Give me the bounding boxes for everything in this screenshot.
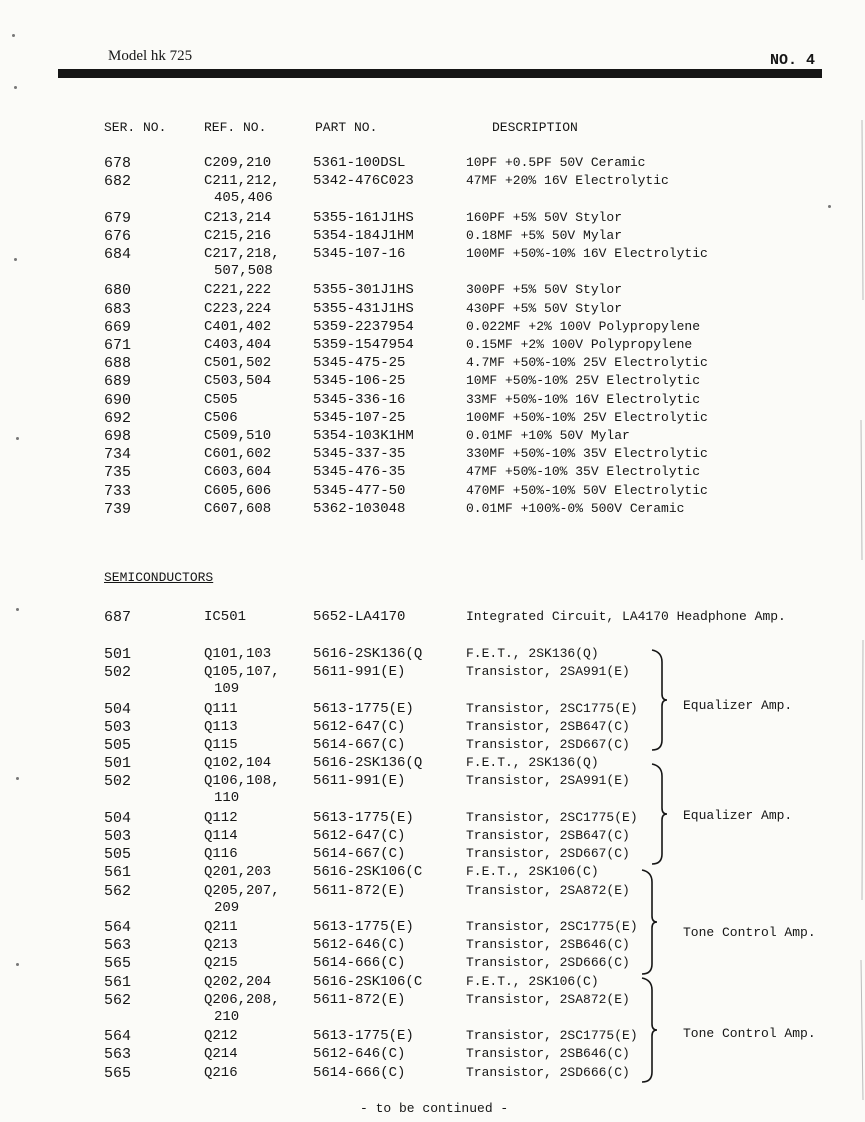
ser-no: 733 [104,482,132,500]
ref-no: C605,606 [204,482,272,499]
scan-speck [12,34,15,37]
ser-no: 678 [104,155,132,172]
part-no: 5355-431J1HS [313,300,414,317]
description: Transistor, 2SA872(E) [466,882,630,898]
group-label: Equalizer Amp. [683,698,793,713]
ref-no: C213,214 [204,209,272,226]
description: 0.15MF +2% 100V Polypropylene [466,337,693,352]
ref-no: C217,218, [204,246,280,262]
part-no: 5652-LA4170 [313,609,406,625]
description: Transistor, 2SC1775(E) [466,809,638,825]
part-no: 5614-666(C) [313,1064,406,1081]
ref-no-continued: 110 [214,790,240,807]
ref-no: IC501 [204,609,247,625]
part-no: 5611-872(E) [313,882,406,899]
description: 0.18MF +5% 50V Mylar [466,227,623,243]
column-header-part: PART NO. [315,120,378,135]
ref-no: Q112 [204,809,238,826]
part-no: 5612-647(C) [313,828,406,844]
part-no: 5616-2SK136(Q [313,646,423,662]
ref-no: Q206,208, [204,991,280,1008]
group-brace [640,976,658,1084]
ser-no: 502 [104,664,132,682]
description: 0.022MF +2% 100V Polypropylene [466,318,701,334]
ref-no: C215,216 [204,227,272,244]
part-no: 5613-1775(E) [313,919,414,935]
description: Transistor, 2SB646(C) [466,1046,630,1062]
ser-no: 563 [104,937,132,955]
scan-speck [16,777,19,780]
description: 100MF +50%-10% 25V Electrolytic [466,409,708,425]
scan-speck [14,86,17,89]
part-no: 5361-100DSL [313,155,406,171]
ref-no: C403,404 [204,337,272,353]
part-no: 5345-477-50 [313,482,406,499]
description: 330MF +50%-10% 35V Electrolytic [466,446,708,462]
semiconductors-heading: SEMICONDUCTORS [104,570,214,585]
scan-speck [14,258,17,261]
description: 430PF +5% 50V Stylor [466,300,623,316]
description: 47MF +50%-10% 35V Electrolytic [466,464,701,480]
scan-speck [16,608,19,611]
part-no: 5616-2SK106(C [313,864,423,881]
ser-no: 562 [104,991,132,1009]
description: Transistor, 2SC1775(E) [466,1028,638,1044]
part-no: 5355-161J1HS [313,209,414,226]
part-no: 5359-2237954 [313,318,414,335]
description: F.E.T., 2SK136(Q) [466,646,599,661]
description: Transistor, 2SA991(E) [466,773,630,789]
description: 10PF +0.5PF 50V Ceramic [466,155,646,170]
description: 10MF +50%-10% 25V Electrolytic [466,373,701,389]
group-label: Equalizer Amp. [683,808,793,823]
group-brace [640,868,658,976]
ser-no: 502 [104,773,132,791]
ser-no: 564 [104,1028,132,1046]
ser-no: 565 [104,955,132,973]
ref-no: C603,604 [204,464,272,481]
part-no: 5362-103048 [313,500,406,517]
ser-no: 503 [104,828,132,845]
ref-no: C505 [204,391,238,408]
ref-no: Q111 [204,700,238,717]
scan-speck [16,437,19,440]
ref-no: Q215 [204,955,238,972]
header-rule [58,69,822,78]
ref-no: Q205,207, [204,882,280,899]
part-no: 5616-2SK136(Q [313,755,423,772]
description: 47MF +20% 16V Electrolytic [466,173,669,189]
description: Transistor, 2SB647(C) [466,828,630,843]
ser-no: 687 [104,609,132,626]
scan-edge-shadow [859,0,865,1122]
part-no: 5345-106-25 [313,373,406,390]
part-no: 5614-666(C) [313,955,406,972]
ref-no: C211,212, [204,173,280,190]
part-no: 5614-667(C) [313,846,406,863]
part-no: 5613-1775(E) [313,809,414,826]
ref-no: C501,502 [204,355,272,372]
scan-speck [828,205,831,208]
ref-no: Q115 [204,737,238,753]
ser-no: 679 [104,209,132,227]
scan-speck [16,963,19,966]
ref-no: C503,504 [204,373,272,390]
ref-no-continued: 405,406 [214,190,273,207]
part-no: 5614-667(C) [313,737,406,753]
ser-no: 671 [104,337,132,354]
description: Transistor, 2SD666(C) [466,955,630,971]
ref-no: Q211 [204,919,238,935]
description: Transistor, 2SB647(C) [466,718,630,734]
column-header-ref: REF. NO. [204,120,267,135]
description: F.E.T., 2SK136(Q) [466,755,599,771]
ref-no: C223,224 [204,300,272,317]
ref-no: Q106,108, [204,773,280,790]
description: Transistor, 2SA872(E) [466,991,630,1007]
ref-no-continued: 209 [214,899,240,916]
ser-no: 698 [104,428,132,445]
ref-no-continued: 210 [214,1008,240,1025]
ser-no: 682 [104,173,132,191]
ref-no: Q201,203 [204,864,272,881]
group-label: Tone Control Amp. [683,1026,816,1041]
ref-no-continued: 507,508 [214,263,273,279]
ser-no: 505 [104,737,132,754]
part-no: 5345-107-16 [313,246,406,262]
ser-no: 501 [104,755,132,773]
part-no: 5354-103K1HM [313,428,414,444]
group-brace [650,648,668,752]
part-no: 5342-476C023 [313,173,414,190]
ser-no: 565 [104,1064,132,1082]
description: F.E.T., 2SK106(C) [466,973,599,989]
part-no: 5611-872(E) [313,991,406,1008]
ser-no: 683 [104,300,132,318]
ser-no: 684 [104,246,132,263]
ser-no: 680 [104,282,132,300]
ser-no: 501 [104,646,132,663]
part-no: 5613-1775(E) [313,1028,414,1045]
ref-no: Q102,104 [204,755,272,772]
description: Transistor, 2SD667(C) [466,737,630,752]
description: 33MF +50%-10% 16V Electrolytic [466,391,701,407]
description: 0.01MF +100%-0% 500V Ceramic [466,500,685,516]
ref-no: Q216 [204,1064,238,1081]
ref-no: C221,222 [204,282,272,299]
description: Transistor, 2SC1775(E) [466,919,638,934]
ref-no-continued: 109 [214,681,240,698]
description: F.E.T., 2SK106(C) [466,864,599,880]
ref-no: Q116 [204,846,238,863]
page-number: NO. 4 [769,52,815,69]
ref-no: Q105,107, [204,664,280,681]
description: Transistor, 2SC1775(E) [466,700,638,716]
ref-no: C601,602 [204,446,272,463]
ser-no: 735 [104,464,132,482]
part-no: 5345-475-25 [313,355,406,372]
ser-no: 669 [104,318,132,336]
ser-no: 564 [104,919,132,936]
part-no: 5355-301J1HS [313,282,414,299]
group-label: Tone Control Amp. [683,925,816,940]
ref-no: Q113 [204,718,238,735]
ref-no: Q212 [204,1028,238,1045]
ref-no: Q213 [204,937,238,954]
ser-no: 692 [104,409,132,427]
ser-no: 676 [104,227,132,245]
ser-no: 561 [104,973,132,991]
part-no: 5611-991(E) [313,664,406,681]
ser-no: 689 [104,373,132,391]
ser-no: 561 [104,864,132,882]
part-no: 5616-2SK106(C [313,973,423,990]
description: Transistor, 2SB646(C) [466,937,630,953]
ref-no: Q114 [204,828,238,844]
description: Transistor, 2SD666(C) [466,1064,630,1080]
description: Transistor, 2SA991(E) [466,664,630,680]
description: Transistor, 2SD667(C) [466,846,630,862]
ref-no: Q214 [204,1046,238,1063]
ref-no: C607,608 [204,500,272,517]
ref-no: Q101,103 [204,646,272,662]
part-no: 5345-336-16 [313,391,406,408]
column-header-ser: SER. NO. [104,120,167,135]
ref-no: C209,210 [204,155,272,171]
continued-note: - to be continued - [360,1101,509,1116]
part-no: 5354-184J1HM [313,227,414,244]
ser-no: 505 [104,846,132,864]
part-no: 5359-1547954 [313,337,414,353]
ser-no: 563 [104,1046,132,1064]
part-no: 5612-646(C) [313,1046,406,1063]
description: 160PF +5% 50V Stylor [466,209,623,225]
description: 4.7MF +50%-10% 25V Electrolytic [466,355,708,371]
ref-no: C509,510 [204,428,272,444]
ref-no: C401,402 [204,318,272,335]
description: 0.01MF +10% 50V Mylar [466,428,630,443]
ref-no: Q202,204 [204,973,272,990]
ser-no: 562 [104,882,132,900]
part-no: 5612-646(C) [313,937,406,954]
part-no: 5345-337-35 [313,446,406,463]
part-no: 5345-107-25 [313,409,406,426]
ser-no: 739 [104,500,132,518]
description: 470MF +50%-10% 50V Electrolytic [466,482,708,498]
ser-no: 504 [104,809,132,827]
ser-no: 690 [104,391,132,409]
description: 100MF +50%-10% 16V Electrolytic [466,246,708,261]
group-brace [650,762,668,866]
ser-no: 503 [104,718,132,736]
model-title: Model hk 725 [108,48,193,64]
ref-no: C506 [204,409,238,426]
part-no: 5345-476-35 [313,464,406,481]
column-header-desc: DESCRIPTION [492,120,578,135]
part-no: 5612-647(C) [313,718,406,735]
ser-no: 688 [104,355,132,373]
part-no: 5613-1775(E) [313,700,414,717]
description: 300PF +5% 50V Stylor [466,282,623,298]
part-no: 5611-991(E) [313,773,406,790]
ser-no: 734 [104,446,132,464]
description: Integrated Circuit, LA4170 Headphone Amp. [466,609,786,624]
ser-no: 504 [104,700,132,718]
